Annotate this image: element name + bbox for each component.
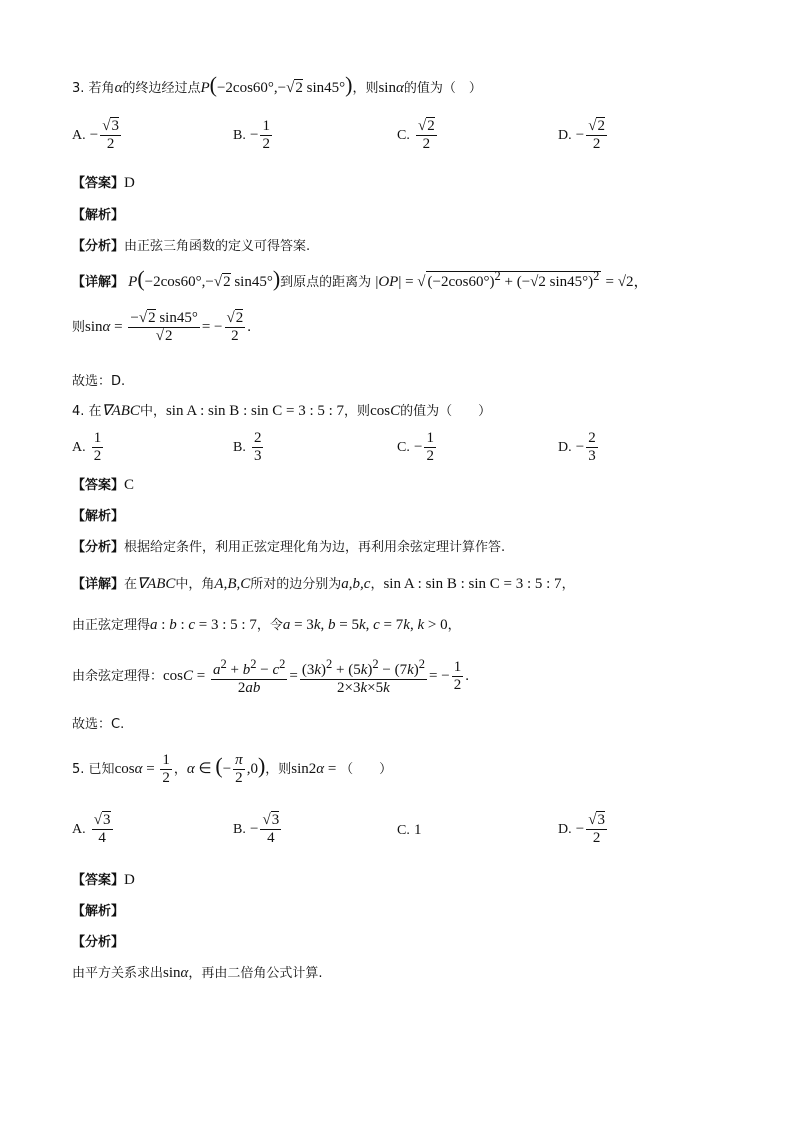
- q4-analysis-tag: 【解析】: [72, 509, 125, 524]
- q3-option-b[interactable]: B. − $\frac{1}{2}$: [233, 118, 270, 152]
- q3-detail: 【详解】 P(−2cos60°,−√2 sin45°)到原点的距离为 |OP| = √ $(-2\cos 60^\circ)^2 + (-√2$ sin45°)$^2$ = √2，: [72, 266, 649, 291]
- q4-answer: 【答案】C: [72, 477, 135, 493]
- q5-answer: 【答案】D: [72, 872, 135, 888]
- q4-fenxi: 【分析】根据给定条件，利用正弦定理化角为边，再利用余弦定理计算作答.: [72, 540, 506, 555]
- q5-stem: 5. 已知cosα = $\frac{1}{2}$ ，α ∈ (− $\frac{\pi}{2}$ ,0)，则sin2α = （ ）: [72, 752, 393, 786]
- q4-option-d[interactable]: D. − $\frac{2}{3}$: [558, 430, 596, 464]
- q5-option-a[interactable]: A. $\frac{√3}{4}$: [72, 812, 111, 846]
- q5-option-b[interactable]: B. − $\frac{√3}{4}$: [233, 812, 280, 846]
- q4-detail-2: 由正弦定理得a : b : c = 3 : 5 : 7，令a = 3k, b = 5k, c = 7k, k > 0，: [72, 617, 461, 633]
- q3-option-c[interactable]: C. $\frac{√2}{2}$: [397, 118, 435, 152]
- q5-analysis-tag: 【解析】: [72, 904, 125, 919]
- q4-option-a[interactable]: A. $\frac{1}{2}$: [72, 430, 102, 464]
- q5-fenxi-text: 由平方关系求出sinα，再由二倍角公式计算.: [72, 965, 323, 981]
- q4-option-b[interactable]: B. $\frac{2}{3}$: [233, 430, 262, 464]
- q3-answer: 【答案】D: [72, 175, 135, 191]
- q5-fenxi-tag: 【分析】: [72, 935, 125, 950]
- q3-analysis-tag: 【解析】: [72, 208, 125, 223]
- q4-stem: 4. 在∇ABC中，sin A : sin B : sin C = 3 : 5 : 7，则cosC的值为（ ）: [72, 403, 492, 419]
- q4-option-c[interactable]: C. − $\frac{1}{2}$: [397, 430, 434, 464]
- q3-stem: 3. 若角α的终边经过点P(−2cos60°,−√2 sin45°)，则sinα的值为（ ）: [72, 72, 482, 97]
- q3-option-d[interactable]: D. − $\frac{√2}{2}$: [558, 118, 605, 152]
- q4-detail-3: 由余弦定理得：cosC = $\frac{a^2 + b^2 - c^2}{2ab}$ = $\frac{(3k)^2 + (5k)^2 - (7k)^2}{2\times 3k\times 5k}$ = − $\frac{1}{2}$ .: [72, 657, 469, 696]
- q3-detail-result: 则sinα = $\frac{-√2 \sin 45^\circ}{√2}$ = − $\frac{√2}{2}$ .: [72, 310, 251, 344]
- q3-choice: 故选：D.: [72, 374, 126, 389]
- q4-detail-1: 【详解】在∇ABC中，角A,B,C所对的边分别为a,b,c，sin A : sin B : sin C = 3 : 5 : 7，: [72, 576, 575, 592]
- q5-option-c[interactable]: C. 1: [397, 822, 422, 838]
- q5-option-d[interactable]: D. − $\frac{√3}{2}$: [558, 812, 605, 846]
- q3-option-a[interactable]: A. − $\frac{√3}{2}$: [72, 118, 119, 152]
- q4-choice: 故选：C.: [72, 717, 125, 732]
- q3-fenxi: 【分析】由正弦三角函数的定义可得答案.: [72, 239, 311, 254]
